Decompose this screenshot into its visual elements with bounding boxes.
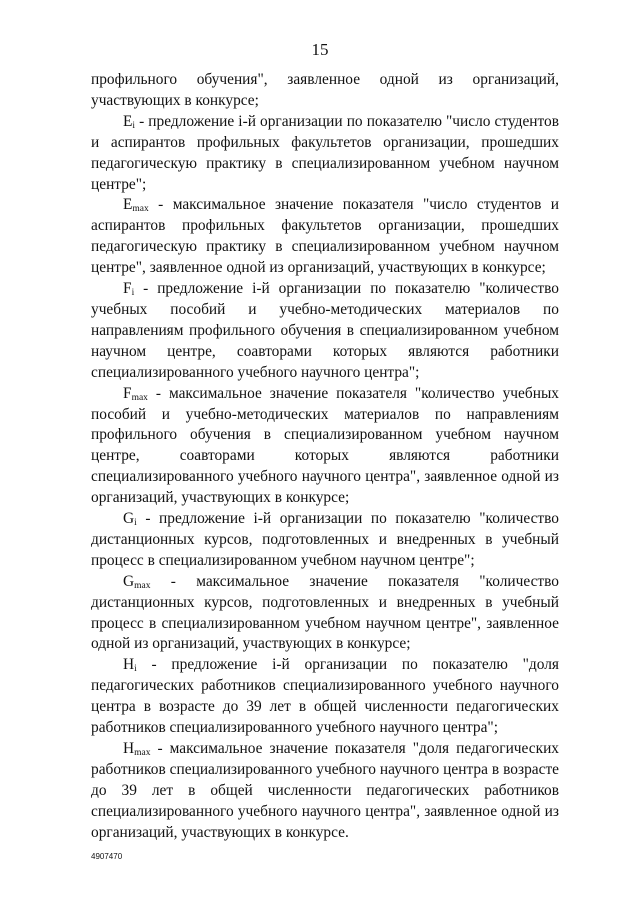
variable-subscript: i	[134, 664, 137, 675]
variable-symbol: E	[123, 196, 133, 214]
variable-symbol: G	[123, 572, 135, 590]
paragraph-g-i	[91, 509, 559, 572]
paragraph-text: - предложение i-й организации по показателю "доля педагогических работников специализированного учебного научного центра в возрасте до 39 лет в общей численности педагогических работников специализированного учебного научного центра";	[91, 656, 559, 737]
variable-subscript: max	[131, 392, 148, 403]
document-body	[91, 70, 559, 844]
paragraph-text: - максимальное значение показателя "доля педагогических работников специализированного учебного научного центра в возрасте до 39 лет в общей численности педагогических работников специализированного учебного научного центра", заявленное одной из организаций, участвующих в конкурсе.	[91, 740, 559, 841]
paragraph-text: - предложение i-й организации по показателю "число студентов и аспирантов профильных факультетов организации, прошедших педагогическую практику в специализированном учебном научном центре";	[91, 112, 559, 193]
paragraph-h-max	[91, 739, 559, 844]
paragraph-text: - максимальное значение показателя "количество дистанционных курсов, подготовленных и внедренных в учебный процесс в специализированном учебном научном центре", заявленное одной из организаций, участвующих в конкурсе;	[91, 572, 559, 653]
page-number: 15	[311, 40, 329, 59]
variable-subscript: max	[132, 204, 149, 215]
paragraph-e-max	[91, 195, 559, 279]
paragraph-e-i	[91, 112, 559, 196]
variable-subscript: i	[132, 120, 136, 131]
variable-symbol: H	[123, 656, 135, 674]
variable-subscript: max	[134, 748, 151, 758]
paragraph-h-i	[91, 655, 559, 739]
variable-symbol: G	[123, 510, 135, 528]
paragraph-text: - максимальное значение показателя "количество учебных пособий и учебно-методических материалов по направлениям профильного обучения в специализированном учебном научном центре, соавторами которых являются работники специализированного учебного научного центра", заявленное одной из организаций, участвующих в конкурсе;	[91, 384, 559, 507]
paragraph-text: - предложение i-й организации по показателю "количество дистанционных курсов, подготовленных и внедренных в учебный процесс в специализированном учебном научном центре";	[91, 510, 559, 569]
paragraph-text: профильного обучения", заявленное одной из организаций, участвующих в конкурсе;	[91, 71, 559, 109]
variable-symbol: H	[123, 740, 135, 757]
paragraph-f-max	[91, 384, 559, 509]
paragraph-f-i	[91, 279, 559, 384]
variable-symbol: F	[123, 280, 132, 298]
paragraph-text: - максимальное значение показателя "число студентов и аспирантов профильных факультетов организации, прошедших педагогическую практику в специализированном учебном научном центре", заявленное одной из организаций, участвующих в конкурсе;	[91, 196, 559, 277]
variable-subscript: i	[131, 288, 135, 299]
paragraph-text: - предложение i-й организации по показателю "количество учебных пособий и учебно-методических материалов по направлениям профильного обучения в специализированном учебном научном центре, соавторами которых являются работники специализированного учебного научного центра";	[91, 280, 559, 381]
variable-subscript: i	[134, 518, 137, 529]
paragraph-continuation	[91, 70, 559, 112]
variable-symbol: F	[123, 384, 132, 402]
paragraph-g-max	[91, 572, 559, 656]
variable-symbol: E	[123, 112, 133, 130]
variable-subscript: max	[134, 580, 151, 591]
document-id: 4907470	[91, 852, 123, 861]
